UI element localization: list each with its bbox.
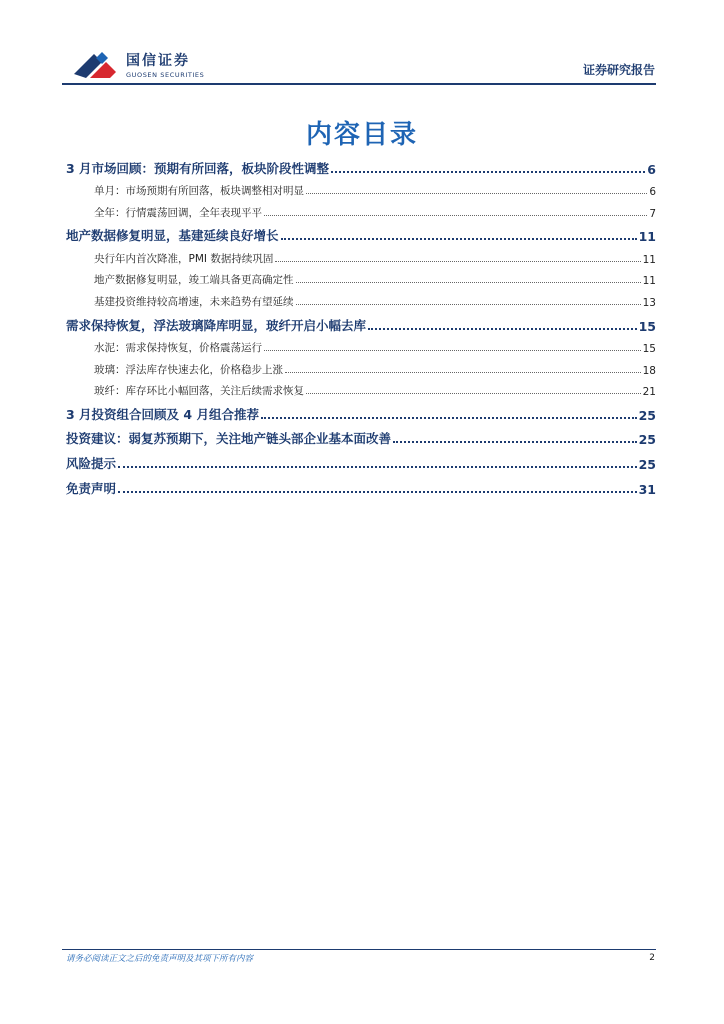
toc-entry-page: 21	[642, 386, 656, 399]
report-type-label: 证券研究报告	[582, 63, 655, 77]
toc-entry-label: 全年：行情震荡回调，全年表现平平	[94, 206, 262, 219]
footer-disclaimer-note: 请务必阅读正文之后的免责声明及其项下所有内容	[66, 954, 254, 964]
toc-subsection-link[interactable]	[66, 356, 656, 378]
toc-section-link[interactable]	[66, 473, 656, 498]
toc-dot-leader	[261, 417, 637, 419]
toc-entry-page: 11	[638, 229, 656, 245]
toc-subsection-link[interactable]	[66, 199, 656, 221]
toc-entry-label: 水泥：需求保持恢复，价格震荡运行	[94, 342, 262, 355]
toc-entry-page: 25	[638, 457, 656, 473]
page-number: 2	[649, 953, 655, 963]
toc-entry-label: 3 月投资组合回顾及 4 月组合推荐	[66, 406, 259, 422]
toc-entry-page: 6	[647, 161, 656, 177]
toc-entry-page: 15	[642, 343, 656, 356]
toc-dot-leader	[118, 466, 637, 468]
toc-dot-leader	[118, 491, 637, 493]
toc-entry-label: 玻璃：浮法库存快速去化，价格稳步上涨	[94, 363, 283, 376]
toc-section-link[interactable]	[66, 221, 656, 246]
toc-dot-leader	[368, 328, 637, 330]
header-divider	[62, 83, 656, 85]
toc-entry-page: 11	[642, 275, 656, 288]
toc-entry-page: 15	[638, 318, 656, 334]
toc-section-link[interactable]	[66, 424, 656, 449]
toc-dot-leader	[331, 171, 645, 173]
toc-entry-page: 11	[642, 253, 656, 266]
toc-entry-label: 玻纤：库存环比小幅回落，关注后续需求恢复	[94, 385, 304, 398]
toc-entry-label: 风险提示	[66, 456, 117, 472]
toc-entry-page: 25	[638, 432, 656, 448]
toc-entry-label: 需求保持恢复，浮法玻璃降库明显，玻纤开启小幅去库	[66, 317, 367, 333]
brand-name-en: GUOSEN SECURITIES	[126, 71, 205, 79]
toc-entry-label: 免责声明	[66, 480, 117, 496]
toc-entry-label: 地产数据修复明显，基建延续良好增长	[66, 228, 279, 244]
toc-entry-page: 6	[649, 186, 656, 199]
toc-dot-leader	[393, 441, 637, 443]
brand-name-cn: 国信证券	[126, 53, 190, 69]
toc-subsection-link[interactable]	[66, 245, 656, 267]
toc-section-link[interactable]	[66, 310, 656, 335]
toc-dot-leader	[296, 282, 641, 283]
toc-entry-label: 单月：市场预期有所回落，板块调整相对明显	[94, 185, 304, 198]
toc-section-link[interactable]	[66, 399, 656, 424]
toc-entry-page: 31	[638, 481, 656, 497]
toc-title: 内容目录	[305, 120, 418, 150]
page-header	[0, 0, 724, 90]
toc-dot-leader	[264, 350, 641, 351]
toc-subsection-link[interactable]	[66, 378, 656, 400]
toc-entry-label: 投资建议：弱复苏预期下，关注地产链头部企业基本面改善	[66, 431, 392, 447]
toc-subsection-link[interactable]	[66, 267, 656, 289]
toc-dot-leader	[281, 238, 637, 240]
toc-entry-label: 基建投资维持较高增速，未来趋势有望延续	[94, 295, 294, 308]
toc-dot-leader	[306, 393, 641, 394]
toc-dot-leader	[275, 261, 640, 262]
table-of-contents	[66, 153, 656, 498]
toc-dot-leader	[285, 372, 641, 373]
toc-entry-label: 3 月市场回顾：预期有所回落，板块阶段性调整	[66, 160, 330, 176]
toc-entry-label: 地产数据修复明显，竣工端具备更高确定性	[94, 274, 294, 287]
toc-subsection-link[interactable]	[66, 335, 656, 357]
toc-entry-label: 央行年内首次降准，PMI 数据持续巩固	[94, 252, 274, 265]
toc-subsection-link[interactable]	[66, 288, 656, 310]
toc-subsection-link[interactable]	[66, 178, 656, 200]
toc-entry-page: 18	[642, 364, 656, 377]
footer-divider	[62, 949, 656, 950]
toc-entry-page: 7	[649, 207, 656, 220]
toc-entry-page: 25	[638, 407, 656, 423]
toc-dot-leader	[296, 304, 641, 305]
toc-section-link[interactable]	[66, 448, 656, 473]
toc-dot-leader	[264, 215, 647, 216]
toc-entry-page: 13	[642, 296, 656, 309]
toc-dot-leader	[306, 193, 647, 194]
toc-section-link[interactable]	[66, 153, 656, 178]
guosen-logo-icon	[72, 50, 118, 82]
